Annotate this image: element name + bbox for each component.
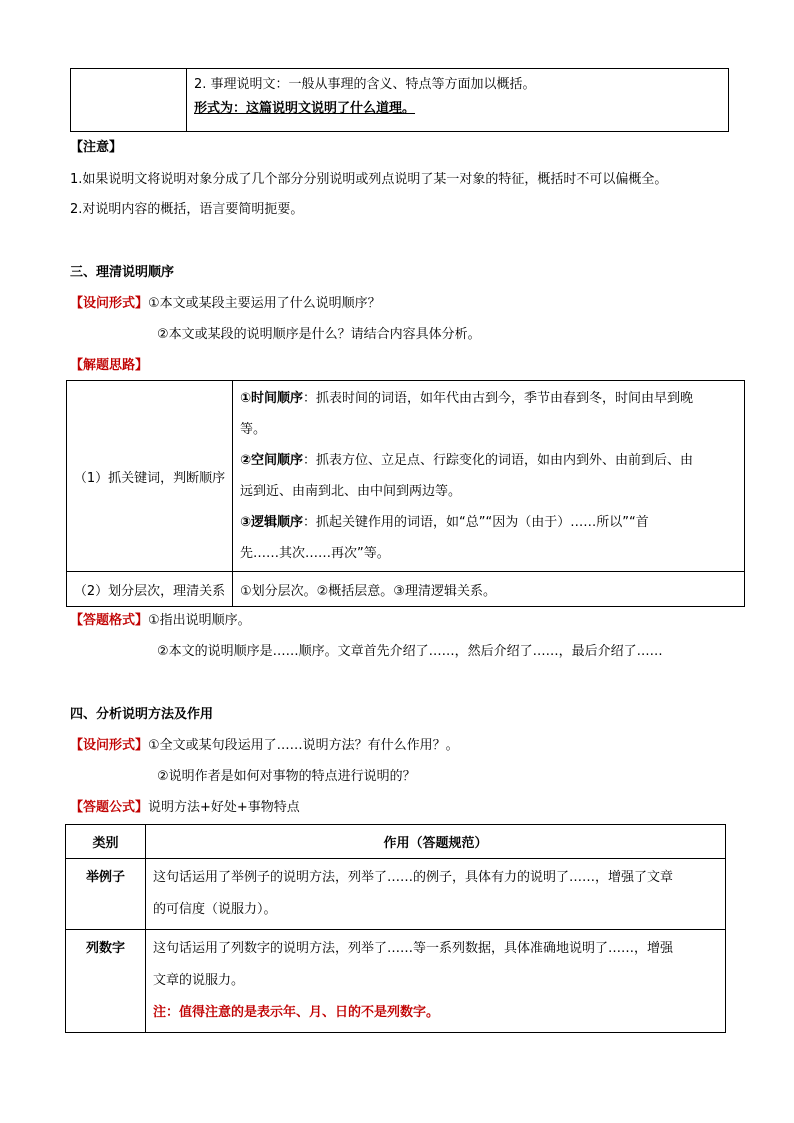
order-line (240, 414, 739, 445)
method-table (65, 824, 726, 1033)
time-order-text-cont: 等。 (240, 422, 267, 437)
space-order-text: ：抓表方位、立足点、行踪变化的词语，如由内到外、由前到后、由 (303, 453, 694, 468)
method-line: 的可信度（说服力）。 (153, 902, 277, 917)
formula-line (70, 798, 300, 818)
thinking-table (66, 380, 745, 607)
logic-order-label: ③逻辑顺序 (240, 515, 304, 530)
thinking-row-1-content (233, 381, 745, 572)
answer-format-label: 【答题格式】 (70, 613, 149, 628)
order-line (240, 507, 739, 538)
ask-text-1: ①本文或某段主要运用了什么说明顺序？ (148, 296, 381, 311)
method-line: 这句话运用了列数字的说明方法，列举了……等一系列数据，具体准确地说明了……，增强 (153, 941, 674, 956)
space-order-label: ②空间顺序 (240, 453, 304, 468)
table-row (66, 859, 726, 930)
logic-order-text: ：抓起关键作用的词语，如“总”“因为（由于）……所以”“首 (303, 515, 649, 530)
section-4-title: 四、分析说明方法及作用 (70, 707, 214, 722)
method-category: 举例子 (66, 859, 146, 930)
order-line (240, 383, 739, 414)
order-line (240, 445, 739, 476)
reasoning-form-line: 形式为：这篇说明文说明了什么道理。 (194, 101, 416, 116)
thinking-row-1-label: （1）抓关键词，判断顺序 (67, 381, 233, 572)
section-3-ask-line-1 (70, 294, 381, 314)
method-table-header-category: 类别 (66, 825, 146, 859)
method-note: 注：值得注意的是表示年、月、日的不是列数字。 (153, 1005, 440, 1020)
method-description (146, 859, 726, 930)
thinking-label: 【解题思路】 (70, 358, 149, 373)
answer-format-line-1 (70, 611, 251, 631)
answer-format-text-1: ①指出说明顺序。 (148, 613, 251, 628)
space-order-text-cont: 远到近、由南到北、由中间到两边等。 (240, 484, 462, 499)
logic-order-text-cont: 先……其次……再次”等。 (240, 546, 390, 561)
note-heading: 【注意】 (70, 140, 123, 155)
note-item-2: 2.对说明内容的概括，语言要简明扼要。 (70, 202, 304, 217)
method-table-header-effect: 作用（答题规范） (146, 825, 726, 859)
section-3-title: 三、理清说明顺序 (70, 265, 175, 280)
time-order-label: ①时间顺序 (240, 391, 304, 406)
order-line (240, 538, 739, 569)
time-order-text: ：抓表时间的词语，如年代由古到今，季节由春到冬，时间由早到晚 (303, 391, 694, 406)
table-row (66, 930, 726, 1033)
order-line (240, 476, 739, 507)
method-line: 文章的说服力。 (153, 973, 245, 988)
summary-table-empty-cell (71, 69, 187, 132)
method-description (146, 930, 726, 1033)
ask-label: 【设问形式】 (70, 738, 149, 753)
section-3-ask-text-2: ②本文或某段的说明顺序是什么？请结合内容具体分析。 (157, 327, 481, 342)
ask-label: 【设问形式】 (70, 296, 149, 311)
summary-table (70, 68, 729, 132)
section-4-ask-line-1 (70, 736, 459, 756)
method-category: 列数字 (66, 930, 146, 1033)
ask-text-1: ①全文或某句段运用了……说明方法？有什么作用？。 (148, 738, 459, 753)
answer-format-text-2: ②本文的说明顺序是……顺序。文章首先介绍了……，然后介绍了……，最后介绍了…… (157, 644, 663, 659)
summary-table-content-cell (187, 69, 729, 132)
reasoning-text-line: 2. 事理说明文：一般从事理的含义、特点等方面加以概括。 (194, 77, 536, 92)
section-4-ask-text-2: ②说明作者是如何对事物的特点进行说明的？ (157, 769, 416, 784)
note-item-1: 1.如果说明文将说明对象分成了几个部分分别说明或列点说明了某一对象的特征，概括时不可以偏概全。 (70, 172, 668, 187)
formula-label: 【答题公式】 (70, 800, 149, 815)
thinking-row-2-content: ①划分层次。②概括层意。③理清逻辑关系。 (233, 572, 745, 607)
method-line: 这句话运用了举例子的说明方法，列举了……的例子，具体有力的说明了……，增强了文章 (153, 870, 674, 885)
formula-text: 说明方法+好处+事物特点 (148, 800, 300, 815)
thinking-row-2-label: （2）划分层次，理清关系 (67, 572, 233, 607)
